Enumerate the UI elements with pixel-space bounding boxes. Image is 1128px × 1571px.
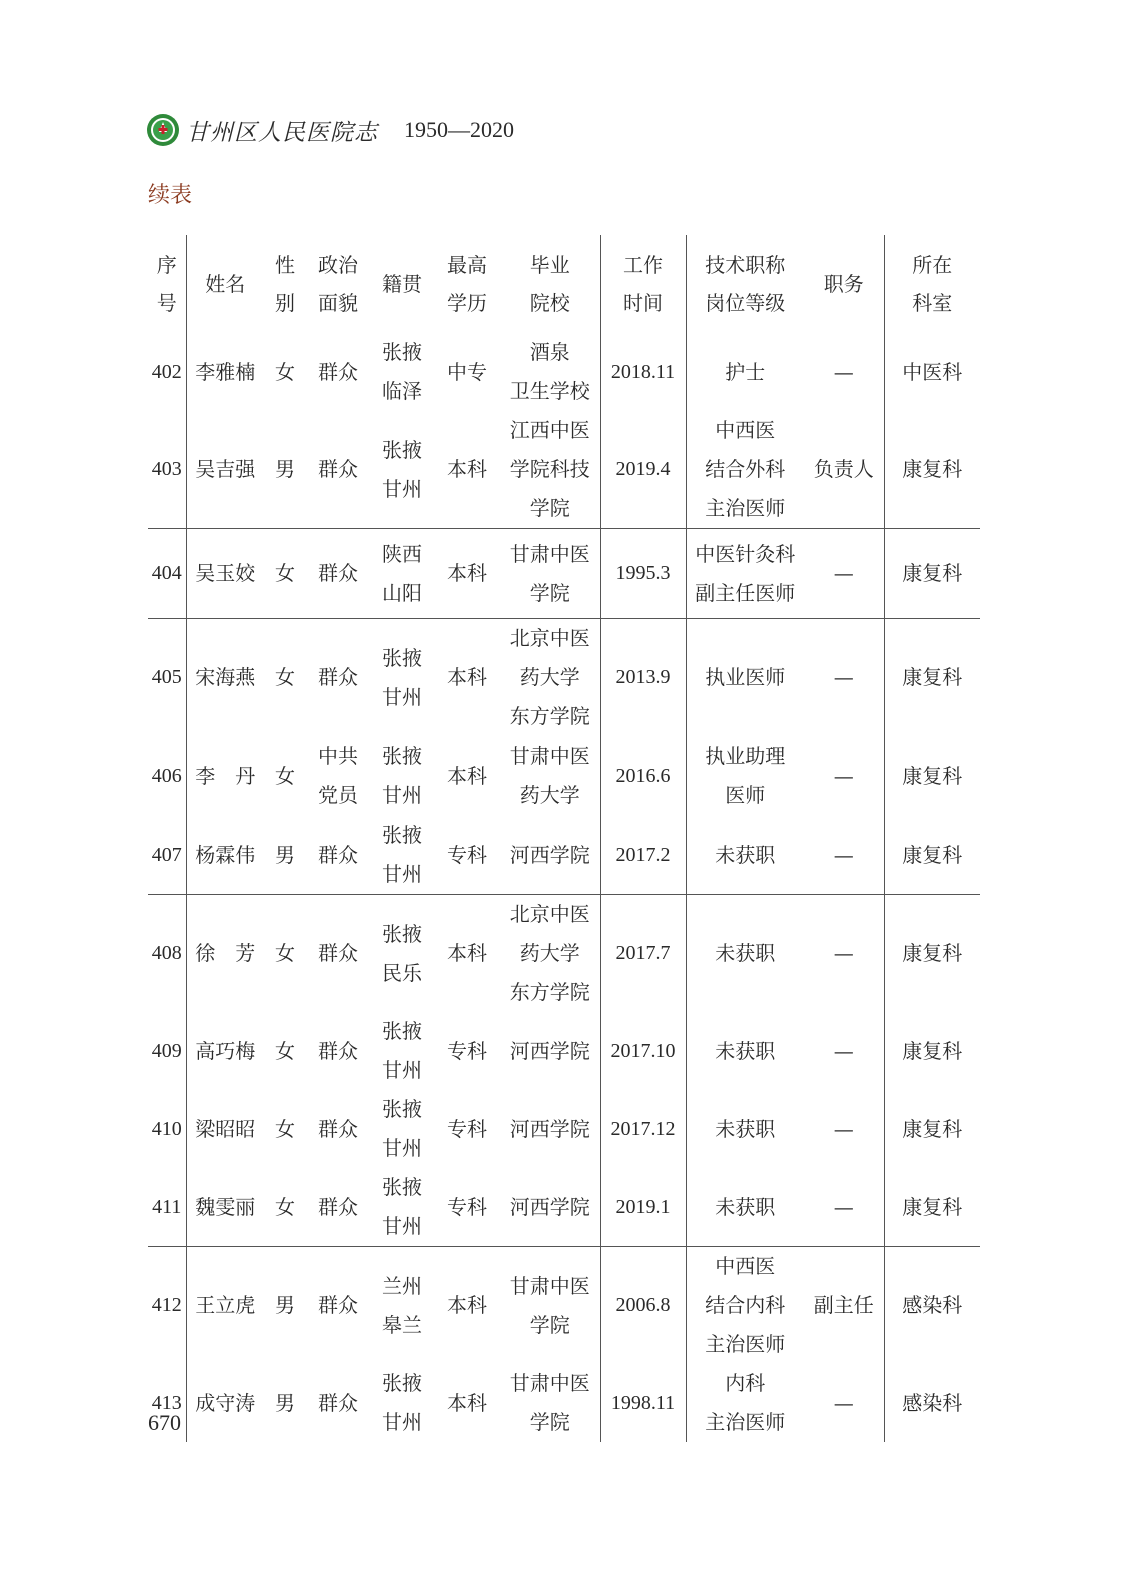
- cell-no: 403: [148, 411, 186, 529]
- table-row: [148, 1012, 980, 1090]
- cell-politics: 群众: [318, 1390, 358, 1415]
- cell-origin: 张掖 民乐: [370, 895, 434, 1013]
- cell-edu: 专科: [447, 1116, 487, 1141]
- cell-post: —: [804, 736, 884, 816]
- cell-school: 河西学院: [500, 1090, 600, 1168]
- cell-origin: 张掖 临泽: [382, 340, 422, 403]
- column-header: 职务: [804, 235, 884, 333]
- cell-name: 李 丹: [195, 763, 256, 788]
- cell-post: —: [804, 1090, 884, 1168]
- cell-no: 410: [148, 1090, 186, 1168]
- cell-dept: 康复科: [884, 619, 980, 737]
- table-row: [148, 1090, 980, 1168]
- cell-no: 407: [148, 816, 186, 895]
- table-row: [148, 816, 980, 895]
- cell-post: —: [804, 529, 884, 619]
- cell-no: 409: [148, 1012, 186, 1090]
- column-header: 籍贯: [382, 272, 422, 296]
- cell-name: 徐 芳: [186, 895, 264, 1013]
- cell-post: —: [804, 816, 884, 895]
- book-title: 甘州区人民医院志: [186, 119, 378, 146]
- cell-sex: 女: [275, 1038, 295, 1063]
- cell-school: 北京中医 药大学 东方学院: [500, 895, 600, 1013]
- cell-dept: 中医科: [902, 359, 963, 384]
- cell-politics: 群众: [306, 1247, 370, 1365]
- cell-origin: 张掖 甘州: [382, 744, 422, 807]
- cell-name: 杨霖伟: [195, 842, 256, 867]
- cell-no: 413: [148, 1364, 186, 1442]
- cell-edu: 本科: [434, 529, 500, 619]
- table-header-row: [148, 235, 980, 333]
- cell-dept: 康复科: [902, 842, 963, 867]
- cell-title: 内科 主治医师: [705, 1371, 786, 1434]
- cell-edu: 本科: [447, 457, 487, 481]
- cell-post: —: [804, 1364, 884, 1442]
- cell-dept: 康复科: [902, 1194, 963, 1219]
- column-header: 序 号: [148, 235, 186, 333]
- table-row: [148, 1168, 980, 1247]
- cell-school: 酒泉 卫生学校: [500, 333, 600, 411]
- running-header: [146, 110, 514, 150]
- page-number: 670: [148, 1410, 181, 1435]
- cell-name: 魏雯丽: [195, 1194, 256, 1219]
- cell-school: 甘肃中医 学院: [500, 529, 600, 619]
- cell-work: 2013.9: [600, 619, 686, 737]
- cell-school: 河西学院: [500, 816, 600, 895]
- cell-politics: 群众: [318, 1038, 358, 1063]
- cell-work: 2017.10: [600, 1012, 686, 1090]
- cell-work: 2006.8: [600, 1247, 686, 1365]
- cell-sex: 男: [264, 1247, 306, 1365]
- cell-origin: 张掖 甘州: [382, 1175, 422, 1238]
- cell-name: 王立虎: [186, 1247, 264, 1365]
- cell-origin: 陕西 山阳: [370, 529, 434, 619]
- cell-edu: 本科: [447, 1390, 487, 1415]
- table-row: [148, 895, 980, 1013]
- column-header: 性 别: [275, 253, 295, 315]
- cell-school: 甘肃中医 学院: [500, 1364, 600, 1442]
- cell-post: 负责人: [804, 411, 884, 529]
- cell-title: 执业助理 医师: [705, 744, 786, 807]
- cell-origin: 张掖 甘州: [382, 1371, 422, 1434]
- cell-school: 甘肃中医 学院: [500, 1247, 600, 1365]
- cell-politics: 中共 党员: [318, 744, 358, 807]
- cell-title: 未获职: [715, 1038, 776, 1063]
- cell-no: 402: [148, 333, 186, 411]
- column-header: 姓名: [205, 272, 246, 296]
- cell-title: 执业医师: [686, 619, 804, 737]
- cell-edu: 中专: [447, 359, 487, 384]
- cell-edu: 专科: [447, 842, 487, 867]
- table-row: [148, 529, 980, 619]
- cell-title: 未获职: [686, 895, 804, 1013]
- column-header: 最高 学历: [447, 253, 487, 315]
- cell-title: 中西医 结合内科 主治医师: [686, 1247, 804, 1365]
- cell-title: 中医针灸科 副主任医师: [686, 529, 804, 619]
- cell-edu: 本科: [434, 619, 500, 737]
- table-row: [148, 333, 980, 411]
- cell-edu: 本科: [434, 895, 500, 1013]
- hospital-logo-icon: [146, 113, 180, 147]
- cell-edu: 专科: [447, 1038, 487, 1063]
- table-row: [148, 619, 980, 737]
- cell-sex: 女: [275, 763, 295, 788]
- cell-sex: 女: [264, 619, 306, 737]
- cell-sex: 女: [275, 1116, 295, 1141]
- cell-work: 2017.2: [600, 816, 686, 895]
- cell-work: 2019.4: [600, 411, 686, 529]
- cell-work: 1998.11: [600, 1364, 686, 1442]
- cell-post: —: [804, 333, 884, 411]
- cell-dept: 康复科: [902, 763, 963, 788]
- cell-sex: 女: [264, 529, 306, 619]
- cell-post: —: [804, 1012, 884, 1090]
- cell-work: 2017.12: [600, 1090, 686, 1168]
- cell-origin: 兰州 皋兰: [370, 1247, 434, 1365]
- cell-no: 408: [148, 895, 186, 1013]
- table-row: [148, 736, 980, 816]
- cell-dept: 感染科: [902, 1390, 963, 1415]
- cell-work: 2018.11: [600, 333, 686, 411]
- column-header: 政治 面貌: [318, 253, 358, 315]
- cell-post: 副主任: [804, 1247, 884, 1365]
- cell-dept: 康复科: [902, 1038, 963, 1063]
- cell-politics: 群众: [306, 895, 370, 1013]
- cell-politics: 群众: [318, 457, 358, 481]
- column-header: 技术职称 岗位等级: [705, 253, 786, 315]
- table-row: [148, 1364, 980, 1442]
- cell-work: 2016.6: [600, 736, 686, 816]
- cell-name: 成守涛: [195, 1390, 256, 1415]
- cell-no: 405: [148, 619, 186, 737]
- cell-no: 406: [148, 736, 186, 816]
- cell-school: 北京中医 药大学 东方学院: [500, 619, 600, 737]
- cell-origin: 张掖 甘州: [370, 619, 434, 737]
- cell-edu: 本科: [447, 763, 487, 788]
- cell-title: 中西医 结合外科 主治医师: [705, 418, 786, 520]
- cell-sex: 女: [275, 359, 295, 384]
- cell-origin: 张掖 甘州: [382, 1097, 422, 1160]
- cell-school: 甘肃中医 药大学: [500, 736, 600, 816]
- cell-origin: 张掖 甘州: [382, 437, 422, 501]
- cell-title: 未获职: [715, 842, 776, 867]
- cell-post: —: [804, 1168, 884, 1247]
- table-row: [148, 411, 980, 529]
- cell-sex: 女: [264, 895, 306, 1013]
- cell-origin: 张掖 甘州: [382, 1019, 422, 1082]
- cell-name: 梁昭昭: [195, 1116, 256, 1141]
- cell-school: 江西中医 学院科技 学院: [500, 411, 600, 529]
- cell-school: 河西学院: [500, 1168, 600, 1247]
- cell-name: 高巧梅: [195, 1038, 256, 1063]
- cell-sex: 男: [275, 842, 295, 867]
- column-header: 工作 时间: [600, 235, 686, 333]
- table-body: [148, 333, 980, 1442]
- cell-no: 411: [148, 1168, 186, 1247]
- cell-sex: 男: [275, 1390, 295, 1415]
- cell-dept: 康复科: [884, 529, 980, 619]
- cell-work: 2017.7: [600, 895, 686, 1013]
- cell-sex: 女: [275, 1194, 295, 1219]
- cell-dept: 康复科: [884, 895, 980, 1013]
- cell-edu: 本科: [434, 1247, 500, 1365]
- cell-politics: 群众: [318, 359, 358, 384]
- cell-title: 未获职: [715, 1194, 776, 1219]
- cell-work: 1995.3: [600, 529, 686, 619]
- cell-name: 吴玉姣: [186, 529, 264, 619]
- cell-dept: 感染科: [884, 1247, 980, 1365]
- cell-sex: 男: [275, 457, 295, 481]
- cell-name: 吴吉强: [195, 457, 256, 481]
- continued-label: 续表: [148, 183, 193, 208]
- cell-name: 宋海燕: [186, 619, 264, 737]
- cell-politics: 群众: [318, 1194, 358, 1219]
- cell-title: 未获职: [715, 1116, 776, 1141]
- cell-no: 404: [148, 529, 186, 619]
- table-row: [148, 1247, 980, 1365]
- cell-politics: 群众: [318, 842, 358, 867]
- cell-origin: 张掖 甘州: [382, 823, 422, 886]
- cell-edu: 专科: [447, 1194, 487, 1219]
- cell-politics: 群众: [318, 1116, 358, 1141]
- staff-table: [148, 235, 980, 1442]
- cell-dept: 康复科: [902, 1116, 963, 1141]
- column-header: 毕业 院校: [500, 235, 600, 333]
- cell-no: 412: [148, 1247, 186, 1365]
- cell-school: 河西学院: [500, 1012, 600, 1090]
- cell-title: 护士: [725, 359, 766, 384]
- cell-post: —: [804, 619, 884, 737]
- cell-politics: 群众: [306, 619, 370, 737]
- cell-post: —: [804, 895, 884, 1013]
- cell-dept: 康复科: [902, 457, 963, 481]
- book-years: 1950—2020: [404, 117, 514, 142]
- column-header: 所在 科室: [912, 253, 953, 315]
- cell-work: 2019.1: [600, 1168, 686, 1247]
- cell-name: 李雅楠: [195, 359, 256, 384]
- cell-politics: 群众: [306, 529, 370, 619]
